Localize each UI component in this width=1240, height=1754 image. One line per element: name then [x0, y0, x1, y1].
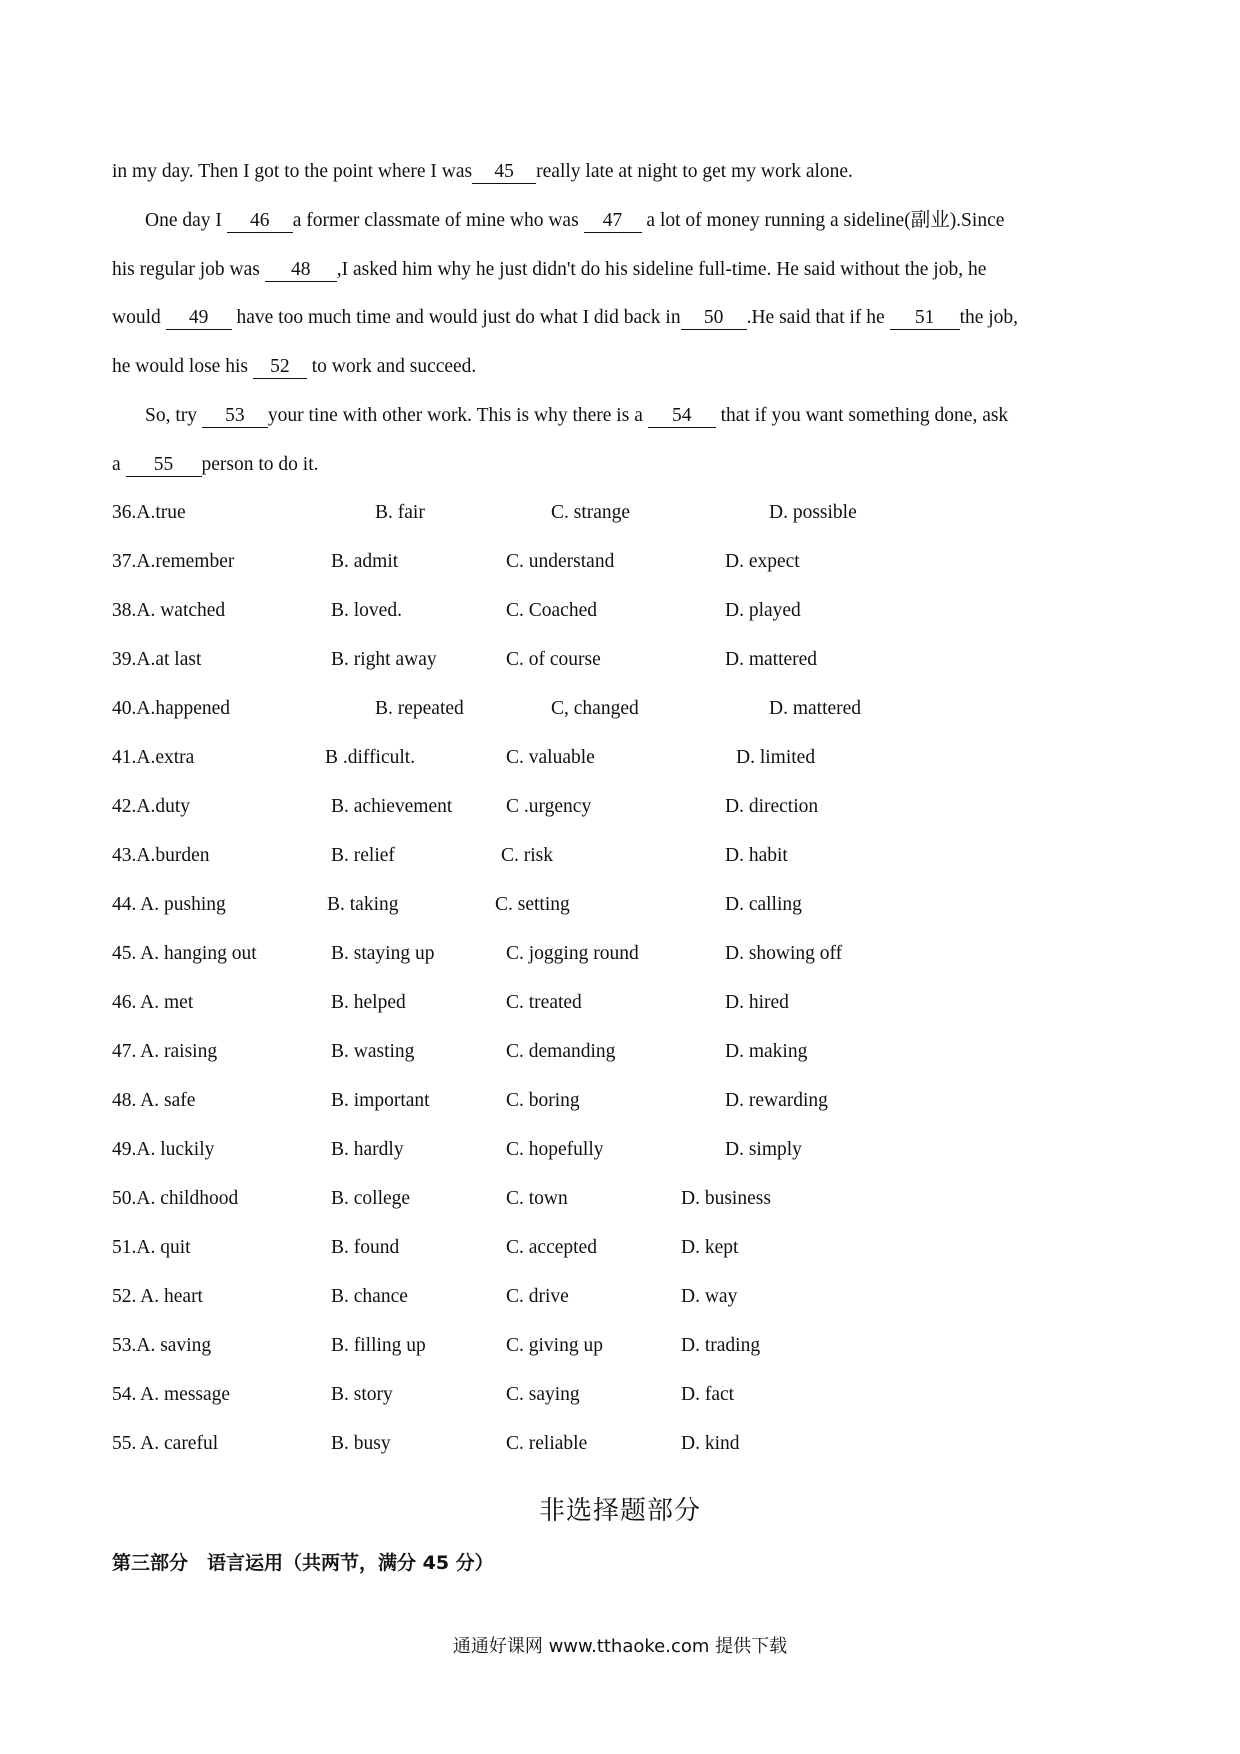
passage-text: So, try — [145, 405, 202, 426]
option-d: D. mattered — [725, 649, 818, 670]
option-c: C. risk — [501, 845, 554, 866]
option-b: B. filling up — [331, 1335, 426, 1356]
passage-text: his regular job was — [112, 259, 265, 280]
option-c: C. understand — [506, 551, 615, 572]
option-a: 50.A. childhood — [112, 1188, 239, 1209]
passage-line — [112, 305, 1130, 331]
option-d: D. simply — [725, 1139, 802, 1160]
passage-text: .He said that if he — [746, 307, 890, 328]
option-c: C. Coached — [506, 600, 597, 621]
blank-47: 47 — [584, 210, 642, 233]
option-b: B. admit — [331, 551, 399, 572]
passage-line — [145, 403, 1130, 429]
option-d: D. business — [681, 1188, 771, 1209]
option-d: D. rewarding — [725, 1090, 828, 1111]
passage-text: your tine with other work. This is why there is a — [267, 405, 648, 426]
option-b: B. repeated — [375, 698, 464, 719]
passage-text: that if you want something done, ask — [715, 405, 1009, 426]
blank-48: 48 — [265, 259, 337, 282]
passage-text: to work and succeed. — [306, 356, 477, 377]
passage-text: ,I asked him why he just didn't do his sideline full-time. He said without the job, he — [336, 259, 987, 280]
passage-text: in my day. Then I got to the point where I was — [112, 161, 473, 182]
option-d: D. trading — [681, 1335, 761, 1356]
option-c: C. hopefully — [506, 1139, 604, 1160]
option-d: D. hired — [725, 992, 789, 1013]
blank-54: 54 — [648, 405, 716, 428]
question-row-38 — [0, 598, 1240, 624]
option-c: C. strange — [551, 502, 631, 523]
passage-text: a lot of money running a sideline(副业).Since — [641, 210, 1005, 231]
passage-text: a former classmate of mine who was — [292, 210, 584, 231]
option-b: B. wasting — [331, 1041, 415, 1062]
option-a: 45. A. hanging out — [112, 943, 257, 964]
question-row-55 — [0, 1431, 1240, 1457]
option-c: C. boring — [506, 1090, 580, 1111]
blank-45: 45 — [472, 161, 536, 184]
question-row-48 — [0, 1088, 1240, 1114]
question-row-47 — [0, 1039, 1240, 1065]
question-row-46 — [0, 990, 1240, 1016]
option-c: C. reliable — [506, 1433, 588, 1454]
option-b: B. important — [331, 1090, 430, 1111]
option-b: B. achievement — [331, 796, 453, 817]
passage-text: a — [112, 454, 126, 475]
option-a: 54. A. message — [112, 1384, 231, 1405]
blank-50: 50 — [681, 307, 747, 330]
option-b: B. fair — [375, 502, 425, 523]
question-row-36 — [0, 500, 1240, 526]
blank-49: 49 — [166, 307, 232, 330]
option-c: C. demanding — [506, 1041, 616, 1062]
option-b: B. right away — [331, 649, 437, 670]
option-b: B .difficult. — [325, 747, 416, 768]
option-a: 49.A. luckily — [112, 1139, 215, 1160]
option-a: 55. A. careful — [112, 1433, 219, 1454]
option-d: D. limited — [736, 747, 816, 768]
option-c: C. saying — [506, 1384, 580, 1405]
option-b: B. taking — [327, 894, 399, 915]
question-row-51 — [0, 1235, 1240, 1261]
option-b: B. college — [331, 1188, 411, 1209]
question-row-45 — [0, 941, 1240, 967]
passage-text: One day I — [145, 210, 227, 231]
option-d: D. direction — [725, 796, 819, 817]
option-c: C .urgency — [506, 796, 592, 817]
option-a: 48. A. safe — [112, 1090, 196, 1111]
option-a: 38.A. watched — [112, 600, 226, 621]
option-b: B. chance — [331, 1286, 408, 1307]
option-d: D. possible — [769, 502, 857, 523]
blank-55: 55 — [126, 454, 202, 477]
option-d: D. played — [725, 600, 801, 621]
option-a: 42.A.duty — [112, 796, 190, 817]
option-d: D. calling — [725, 894, 802, 915]
option-b: B. story — [331, 1384, 393, 1405]
option-c: C. jogging round — [506, 943, 639, 964]
option-a: 43.A.burden — [112, 845, 210, 866]
option-d: D. kind — [681, 1433, 740, 1454]
option-c: C. drive — [506, 1286, 569, 1307]
option-a: 52. A. heart — [112, 1286, 203, 1307]
passage-text: person to do it. — [201, 454, 319, 475]
blank-52: 52 — [253, 356, 307, 379]
part-heading: 第三部分 语言运用（共两节，满分 45 分） — [112, 1552, 494, 1574]
option-d: D. fact — [681, 1384, 735, 1405]
question-row-41 — [0, 745, 1240, 771]
option-c: C. giving up — [506, 1335, 603, 1356]
option-b: B. relief — [331, 845, 395, 866]
option-c: C, changed — [551, 698, 639, 719]
option-a: 41.A.extra — [112, 747, 195, 768]
blank-51: 51 — [890, 307, 960, 330]
option-a: 36.A.true — [112, 502, 186, 523]
question-row-42 — [0, 794, 1240, 820]
option-a: 40.A.happened — [112, 698, 231, 719]
option-b: B. staying up — [331, 943, 435, 964]
option-d: D. kept — [681, 1237, 739, 1258]
option-a: 47. A. raising — [112, 1041, 218, 1062]
question-row-43 — [0, 843, 1240, 869]
page-footer: 通通好课网 www.tthaoke.com 提供下载 — [452, 1636, 788, 1657]
option-a: 44. A. pushing — [112, 894, 226, 915]
passage-text: he would lose his — [112, 356, 253, 377]
option-d: D. mattered — [769, 698, 862, 719]
option-a: 51.A. quit — [112, 1237, 191, 1258]
option-d: D. habit — [725, 845, 788, 866]
passage-text: would — [112, 307, 166, 328]
question-row-50 — [0, 1186, 1240, 1212]
question-row-44 — [0, 892, 1240, 918]
passage-line — [112, 159, 1130, 185]
question-row-49 — [0, 1137, 1240, 1163]
passage-text: have too much time and would just do what I did back in — [231, 307, 681, 328]
option-a: 39.A.at last — [112, 649, 202, 670]
question-row-37 — [0, 549, 1240, 575]
passage-line — [112, 354, 1130, 380]
option-d: D. showing off — [725, 943, 843, 964]
section-title: 非选择题部分 — [538, 1496, 701, 1526]
blank-46: 46 — [227, 210, 293, 233]
question-row-40 — [0, 696, 1240, 722]
option-c: C. treated — [506, 992, 582, 1013]
option-b: B. helped — [331, 992, 406, 1013]
passage-text: really late at night to get my work alone. — [536, 161, 853, 182]
passage-line — [145, 208, 1130, 234]
passage-line — [112, 257, 1130, 283]
option-c: C. accepted — [506, 1237, 597, 1258]
question-row-39 — [0, 647, 1240, 673]
option-b: B. found — [331, 1237, 400, 1258]
passage-line — [112, 452, 1130, 478]
option-a: 37.A.remember — [112, 551, 235, 572]
option-d: D. making — [725, 1041, 808, 1062]
option-d: D. expect — [725, 551, 800, 572]
blank-53: 53 — [202, 405, 268, 428]
option-c: C. town — [506, 1188, 568, 1209]
option-d: D. way — [681, 1286, 738, 1307]
option-b: B. loved. — [331, 600, 402, 621]
passage-text: the job, — [959, 307, 1019, 328]
question-row-54 — [0, 1382, 1240, 1408]
option-a: 53.A. saving — [112, 1335, 212, 1356]
option-c: C. of course — [506, 649, 601, 670]
option-b: B. busy — [331, 1433, 391, 1454]
option-c: C. setting — [495, 894, 570, 915]
question-row-52 — [0, 1284, 1240, 1310]
option-c: C. valuable — [506, 747, 595, 768]
option-a: 46. A. met — [112, 992, 194, 1013]
question-row-53 — [0, 1333, 1240, 1359]
option-b: B. hardly — [331, 1139, 404, 1160]
